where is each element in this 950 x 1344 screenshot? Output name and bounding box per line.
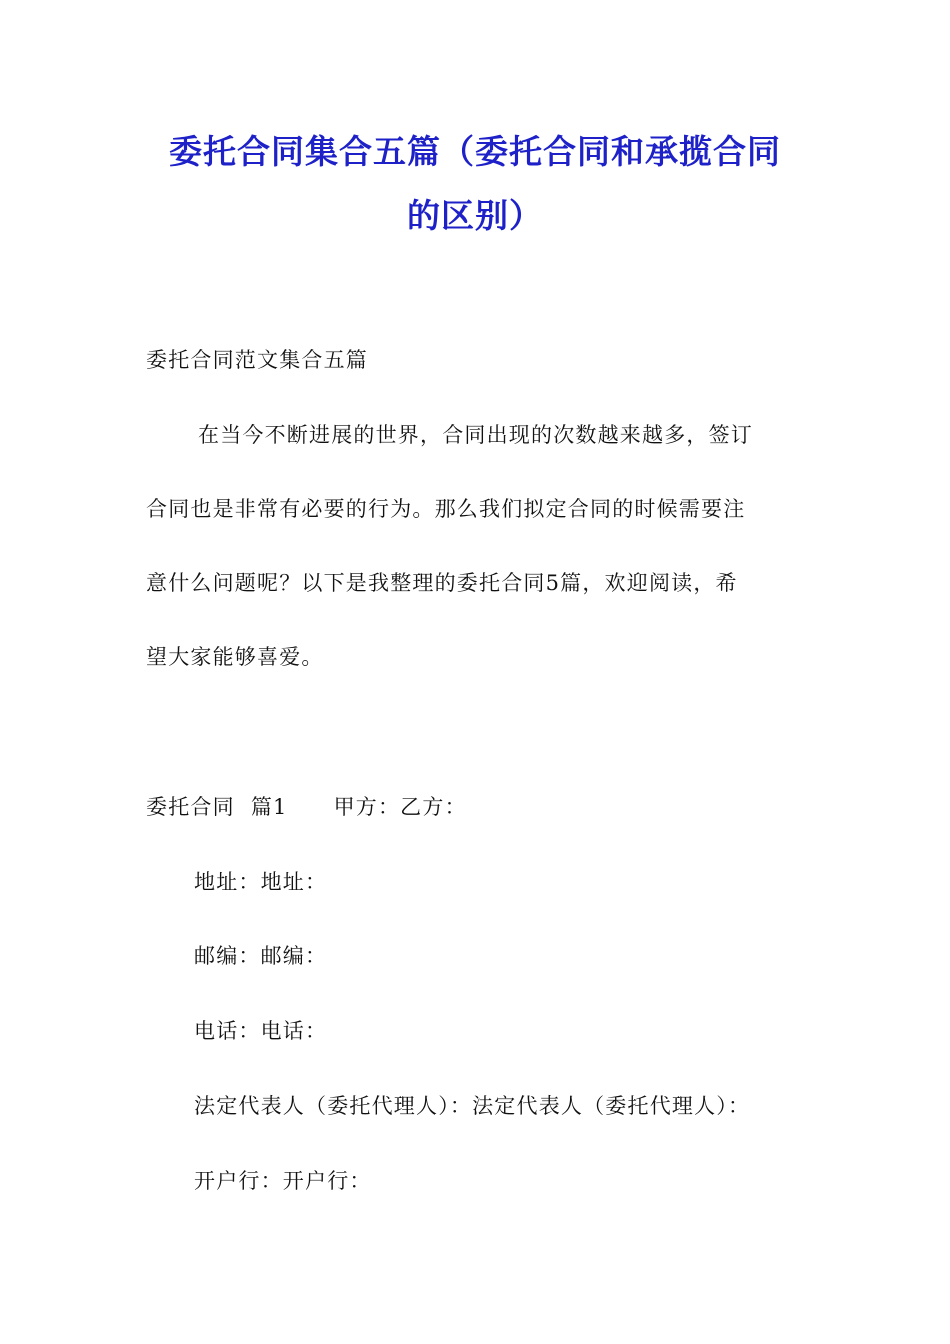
contract-parties: 甲方：乙方： — [333, 795, 467, 819]
address-line: 地址：地址： — [194, 870, 328, 894]
representative-line: 法定代表人（委托代理人）：法定代表人（委托代理人）： — [194, 1094, 751, 1118]
intro-line-2: 合同也是非常有必要的行为。那么我们拟定合同的时候需要注 — [146, 497, 746, 521]
intro-paragraph — [146, 398, 806, 694]
contract-1-header — [146, 792, 467, 822]
contract-label: 委托合同 — [146, 795, 235, 819]
section-heading: 委托合同范文集合五篇 — [146, 348, 368, 372]
contract-number: 篇1 — [250, 795, 288, 819]
postcode-line: 邮编：邮编： — [194, 944, 328, 968]
intro-line-1: 在当今不断进展的世界，合同出现的次数越来越多，签订 — [198, 423, 753, 447]
title-line-1: 委托合同集合五篇（委托合同和承揽合同 — [169, 132, 781, 171]
bank-line: 开户行：开户行： — [194, 1169, 372, 1193]
intro-line-3: 意什么问题呢？以下是我整理的委托合同5篇，欢迎阅读，希 — [146, 571, 738, 595]
intro-line-4: 望大家能够喜爱。 — [146, 645, 324, 669]
title-line-2: 的区别） — [407, 196, 543, 235]
document-title — [120, 120, 830, 248]
phone-line: 电话：电话： — [194, 1019, 328, 1043]
